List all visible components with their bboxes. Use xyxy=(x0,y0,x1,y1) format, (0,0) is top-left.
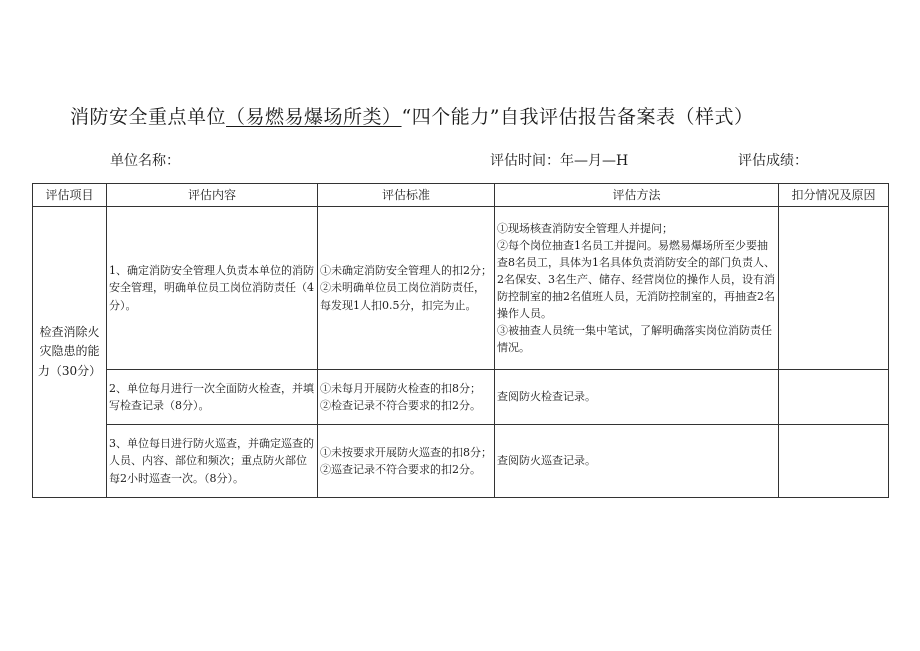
standard-text: ①未每月开展防火检查的扣8分； ②检查记录不符合要求的扣2分。 xyxy=(320,381,481,412)
table-row xyxy=(33,425,889,498)
title-suffix: “四个能力”自我评估报告备案表（样式） xyxy=(401,106,754,128)
method-cell xyxy=(495,370,779,425)
header-item: 评估项目 xyxy=(33,184,107,207)
header-standard: 评估标准 xyxy=(318,184,495,207)
title-underlined: （易燃易爆场所类） xyxy=(226,106,402,128)
content-cell xyxy=(107,370,318,425)
deduction-cell xyxy=(779,207,889,370)
content-text: 3、单位每日进行防火巡查，并确定巡查的人员、内容、部位和频次；重点防火部位每2小时巡查一次。（8分）。 xyxy=(109,437,314,485)
content-text: 2、单位每月进行一次全面防火检查，并填写检查记录（8分）。 xyxy=(109,381,314,412)
table-row xyxy=(33,207,889,370)
standard-cell xyxy=(318,207,495,370)
method-text: 查阅防火检查记录。 xyxy=(497,390,596,404)
content-text: 1、确定消防安全管理人负责本单位的消防安全管理，明确单位员工岗位消防责任（4分）。 xyxy=(109,264,314,312)
assessment-table xyxy=(32,183,889,498)
header-method: 评估方法 xyxy=(495,184,779,207)
standard-cell xyxy=(318,425,495,498)
content-cell xyxy=(107,207,318,370)
standard-cell xyxy=(318,370,495,425)
assessment-item-cell: 检查消除火灾隐患的能力（30分） xyxy=(33,207,107,498)
assessment-score-label: 评估成绩： xyxy=(738,153,808,169)
method-cell xyxy=(495,207,779,370)
header-deduction: 扣分情况及原因 xyxy=(779,184,889,207)
page-title xyxy=(70,102,850,129)
assessment-time-label: 评估时间：年—月—H xyxy=(490,153,629,169)
title-prefix: 消防安全重点单位 xyxy=(70,106,227,128)
unit-name-label: 单位名称： xyxy=(110,153,180,169)
table-header-row xyxy=(33,184,889,207)
table-row xyxy=(33,370,889,425)
deduction-cell xyxy=(779,370,889,425)
header-content: 评估内容 xyxy=(107,184,318,207)
method-cell xyxy=(495,425,779,498)
method-text: 查阅防火巡查记录。 xyxy=(497,454,596,468)
content-cell xyxy=(107,425,318,498)
standard-text: ①未按要求开展防火巡查的扣8分； ②巡查记录不符合要求的扣2分。 xyxy=(320,445,492,476)
deduction-cell xyxy=(779,425,889,498)
method-text: ①现场核查消防安全管理人并提问； ②每个岗位抽查1名员工并提问。易燃易爆场所至少要抽查8名员工，具体为1名具体负责消防安全的部门负责人、2名保安、3名生产、储存、经营岗位的操作人员，设有消防控制室的抽2名值班人员，无消防控制室的，再抽查2名操作人员。 ③被抽查人员统一集中笔试，了解明确落实岗位消防责任情况。 xyxy=(497,221,775,355)
standard-text: ①未确定消防安全管理人的扣2分； ②未明确单位员工岗位消防责任，每发现1人扣0.5分，扣完为止。 xyxy=(320,264,492,312)
